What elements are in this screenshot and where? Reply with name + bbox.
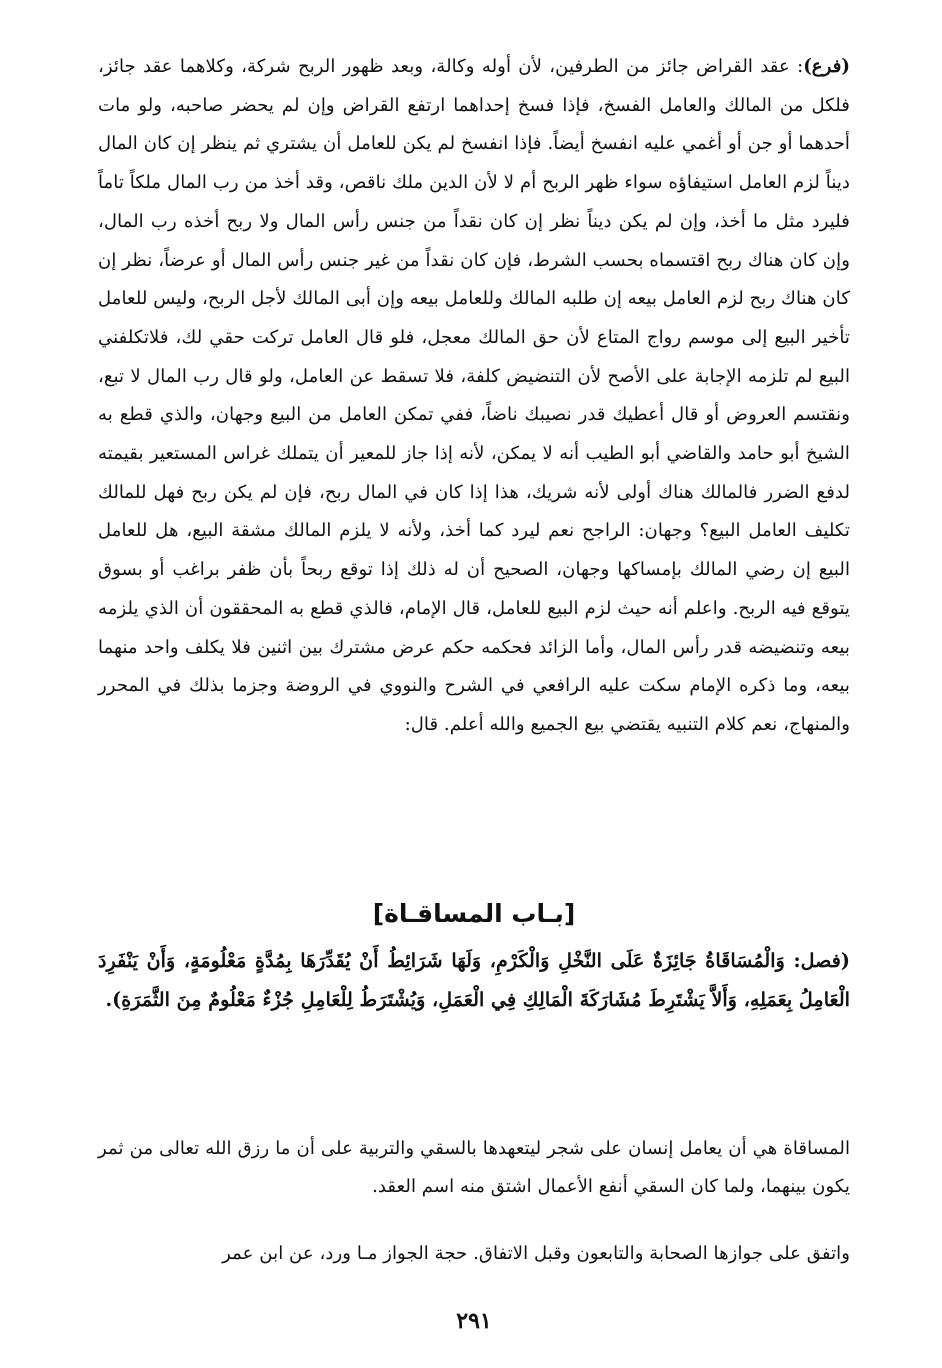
paragraph-lead-fara: (فرع) (803, 56, 850, 77)
paragraph-text-fara: : عقد القراض جائز من الطرفين، لأن أوله وكالة، وبعد ظهور الربح شركة، وكلاهما عقد جائز، فلكل من المالك والعامل الفسخ، فإذا فسخ إحداهما ارتفع القراض وإن لم يحضر صاحبه، ولو مات أحدهما أو جن أو أغمي عليه انفسخ أيضاً. فإذا انفسخ لم يكن للعامل أن يشتري ثم ينظر إن كان المال ديناً لزم العامل استيفاؤه سواء ظهر الربح أم لا لأن الدين ملك ناقص، وقد أخذ من رب المال ملكاً تاماً فليرد مثل ما أخذ، وإن لم يكن ديناً نظر إن كان نقداً من جنس رأس المال ولا ربح أخذه رب المال، وإن كان هناك ربح اقتسماه بحسب الشرط، فإن كان نقداً من غير جنس رأس المال أو عرضاً، نظر إن كان هناك ربح لزم العامل بيعه إن طلبه المالك وللعامل بيعه وإن أبى المالك لأجل الربح، وليس للعامل تأخير البيع إلى موسم رواج المتاع لأن حق المالك معجل، فلو قال العامل تركت حقي لك، فلاتكلفني البيع لم تلزمه الإجابة على الأصح لأن التنضيض كلفة، فلا تسقط عن العامل، ولو قال رب المال لا تبع، ونقتسم العروض أو قال أعطيك قدر نصيبك ناضاً، ففي تمكن العامل من البيع وجهان، والذي قطع به الشيخ أبو حامد والقاضي أبو الطيب أنه لا يمكن، لأنه إذا جاز للمعير أن يتملك غراس المستعير بقيمته لدفع الضرر فالمالك هناك أولى لأنه شريك، هذا إذا كان في المال ربح، فإن لم يكن ربح فهل للمالك تكليف العامل البيع؟ وجهان: الراجح نعم ليرد كما أخذ، ولأنه لا يلزم المالك مشقة البيع، هل للعامل البيع إن رضي المالك بإمساكها وجهان، الصحيح أن له ذلك إذا توقع ربحاً بأن ظفر براغب أو بسوق يتوقع فيه الربح. واعلم أنه حيث لزم البيع للعامل، قال الإمام، فالذي قطع به المحققون أن الذي يلزمه بيعه وتنضيضه قدر رأس المال، وأما الزائد فحكمه حكم عرض مشترك بين اثنين فلا يكلف واحد منهما بيعه، وما ذكره الإمام سكت عليه الرافعي في الشرح والنووي في الروضة وجزما بذلك في المحرر والمنهاج، نعم كلام التنبيه يقتضي بيع الجميع والله أعلم. قال: (98, 56, 850, 735)
matn-paragraph: (فصل: وَالْمُسَاقَاةُ جَائِزَةٌ عَلَى النَّخْلِ وَالْكَرْمِ، وَلَهَا شَرَائِطُ أَنْ يُقَدِّرَهَا بِمُدَّةٍ مَعْلُومَةٍ، وَأَنْ يَنْفَرِدَ الْعَامِلُ بِعَمَلِهِ، وَأَلاَّ يَشْتَرِطَ مُشَارَكَةَ الْمَالِكِ فِي الْعَمَلِ، وَيُشْتَرَطُ لِلْعَامِلِ جُزْءٌ مَعْلُومٌ مِنَ الثَّمَرَةِ). (98, 949, 850, 1011)
paragraph-fara-qirad (98, 48, 850, 745)
commentary-paragraph-consensus: واتفق على جوازها الصحابة والتابعون وقبل الاتفاق. حجة الجواز مـا ورد، عن ابن عمر (222, 1243, 850, 1264)
chapter-title: [بـاب المساقـاة] (372, 899, 576, 928)
page-number: ٢٩١ (456, 1308, 492, 1334)
commentary-paragraph-definition: المساقاة هي أن يعامل إنسان على شجر ليتعهدها بالسقي والتربية على أن ما رزق الله تعالى من ثمر يكون بينهما، ولما كان السقي أنفع الأعمال اشتق منه اسم العقد. (98, 1138, 850, 1197)
book-page (98, 40, 850, 1334)
